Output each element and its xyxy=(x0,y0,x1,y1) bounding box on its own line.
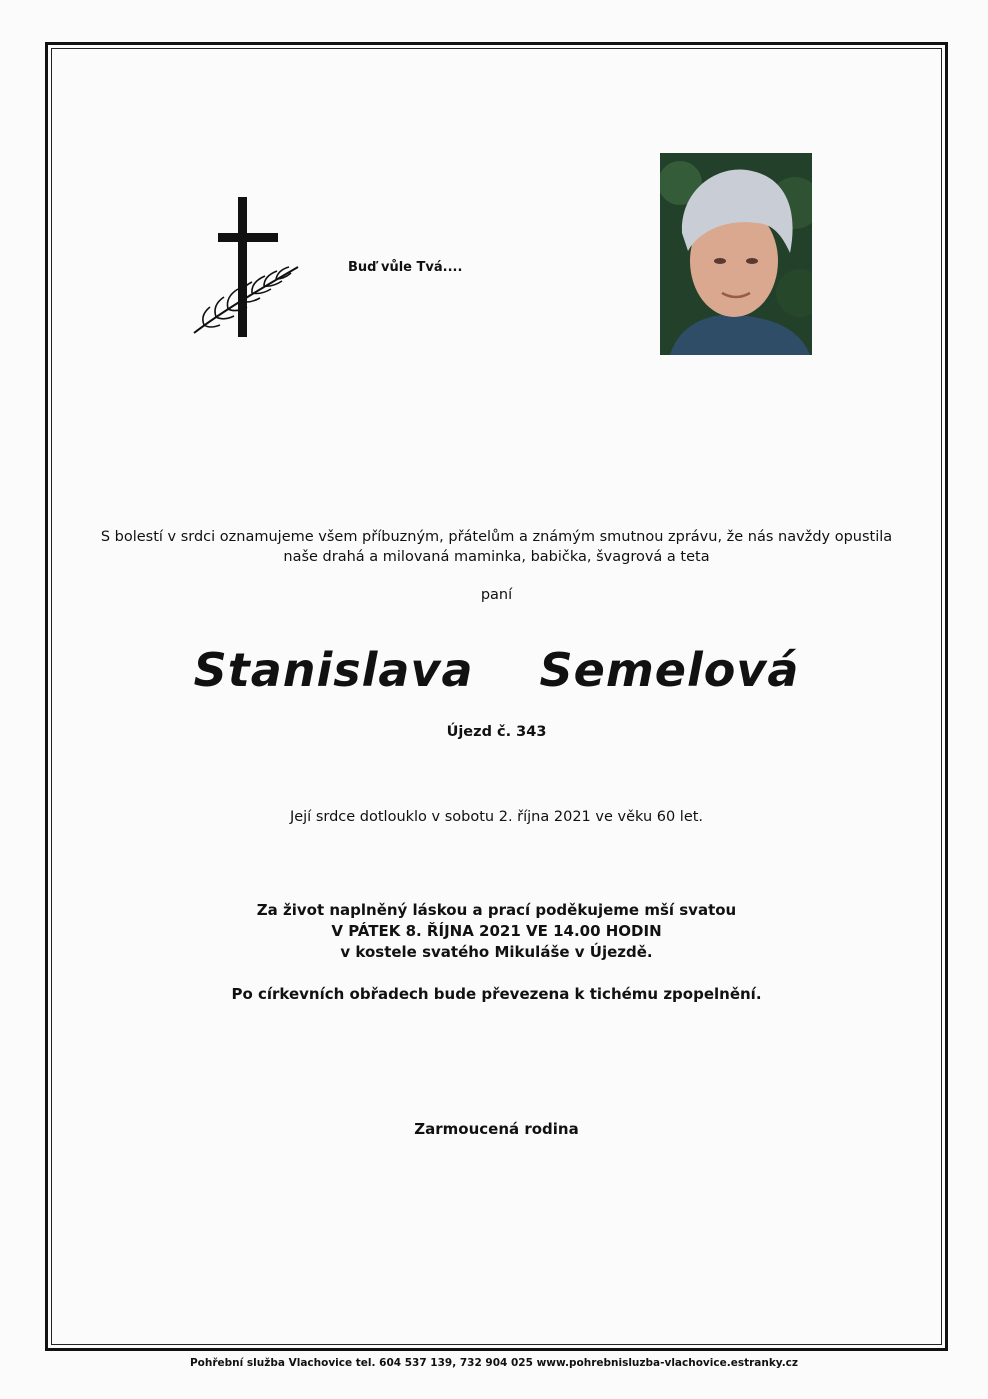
footer: Pohřební služba Vlachovice tel. 604 537 139, 732 904 025 www.pohrebnisluzba-vlachovice.estranky.cz xyxy=(189,1357,799,1369)
deceased-name: Stanislava Semelová xyxy=(193,643,800,697)
cremation-note: Po církevních obřadech bude převezena k tichému zpopelnění. xyxy=(231,985,762,1003)
portrait-illustration xyxy=(660,153,812,355)
announcement-line-1: S bolestí v srdci oznamujeme všem příbuzným, přátelům a známým smutnou zprávu, že nás navždy opustila xyxy=(100,529,893,545)
funeral-line-1: Za život naplněný láskou a prací poděkujeme mší svatou xyxy=(256,901,737,919)
announcement-line-2: naše drahá a milovaná maminka, babička, švagrová a teta xyxy=(283,549,710,565)
funeral-line-3: v kostele svatého Mikuláše v Újezdě. xyxy=(340,943,653,961)
cross-with-palm-icon xyxy=(190,195,302,340)
honorific: paní xyxy=(480,587,513,603)
motto: Buď vůle Tvá.... xyxy=(348,260,463,275)
signature: Zarmoucená rodina xyxy=(414,1120,579,1138)
funeral-line-2: V PÁTEK 8. ŘÍJNA 2021 VE 14.00 HODIN xyxy=(331,922,662,940)
death-notice: Její srdce dotlouklo v sobotu 2. října 2021 ve věku 60 let. xyxy=(289,809,704,825)
address: Újezd č. 343 xyxy=(446,724,547,740)
funeral-details xyxy=(60,900,933,963)
announcement xyxy=(60,527,933,567)
portrait-photo xyxy=(660,153,812,355)
